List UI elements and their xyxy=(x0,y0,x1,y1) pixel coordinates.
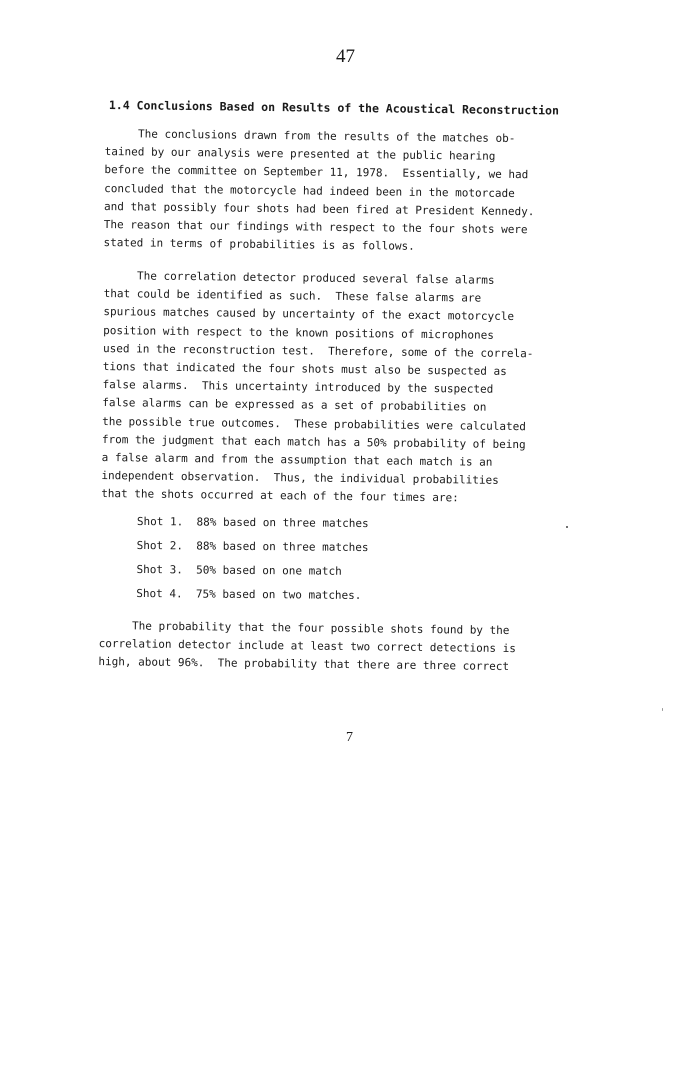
list-item: Shot 3. 50% based on one match xyxy=(136,562,342,578)
text-line: false alarms can be expressed as a set of probabilities on xyxy=(102,396,487,415)
list-item: Shot 4. 75% based on two matches. xyxy=(136,586,362,602)
text-line: concluded that the motorcycle had indeed been in the motorcade xyxy=(104,181,515,200)
text-line: The reason that our findings with respect to the four shots were xyxy=(103,218,528,237)
page-number-top: 47 xyxy=(336,46,355,67)
text-line: a false alarm and from the assumption that each match is an xyxy=(101,451,493,469)
text-line: tained by our analysis were presented at the public hearing xyxy=(104,145,496,163)
text-line: independent observation. Thus, the individual probabilities xyxy=(101,469,499,488)
text-line: stated in terms of probabilities is as follows. xyxy=(103,236,415,254)
scan-speck xyxy=(662,708,663,711)
text-line: and that possibly four shots had been fired at President Kennedy. xyxy=(103,199,535,219)
section-heading: 1.4 Conclusions Based on Results of the Acoustical Reconstruction xyxy=(108,98,560,118)
text-line: tions that indicated the four shots must also be suspected as xyxy=(102,360,507,378)
text-line: high, about 96%. The probability that there are three correct xyxy=(98,655,510,674)
text-line: that the shots occurred at each of the four times are: xyxy=(101,487,459,505)
text-line: before the committee on September 11, 1978. Essentially, we had xyxy=(104,163,529,182)
text-line: false alarms. This uncertainty introduced by the suspected xyxy=(102,378,494,396)
paragraph-2 xyxy=(101,267,534,509)
text-line: position with respect to the known positions of microphones xyxy=(103,323,495,342)
text-line: correlation detector include at least two correct detections is xyxy=(98,637,516,656)
text-line: from the judgment that each match has a 50% probability of being xyxy=(101,432,526,451)
shot-probability-list xyxy=(136,513,369,611)
paragraph-1 xyxy=(103,125,535,258)
text-line: The probability that the four possible shots found by the xyxy=(98,618,510,638)
text-line: spurious matches caused by uncertainty of the exact motorcycle xyxy=(103,305,515,324)
page-number-bottom: 7 xyxy=(346,730,353,745)
text-line: used in the reconstruction test. Therefore, some of the correla- xyxy=(102,341,534,361)
text-line: that could be identified as such. These false alarms are xyxy=(103,287,482,305)
paragraph-3 xyxy=(98,617,516,677)
text-line: The correlation detector produced several false alarms xyxy=(103,268,495,287)
list-item: Shot 1. 88% based on three matches xyxy=(136,514,369,531)
text-line: The conclusions drawn from the results of the matches ob- xyxy=(104,126,516,146)
scan-speck xyxy=(566,526,568,528)
list-item: Shot 2. 88% based on three matches xyxy=(136,538,369,555)
text-line: the possible true outcomes. These probabilities were calculated xyxy=(102,414,527,433)
